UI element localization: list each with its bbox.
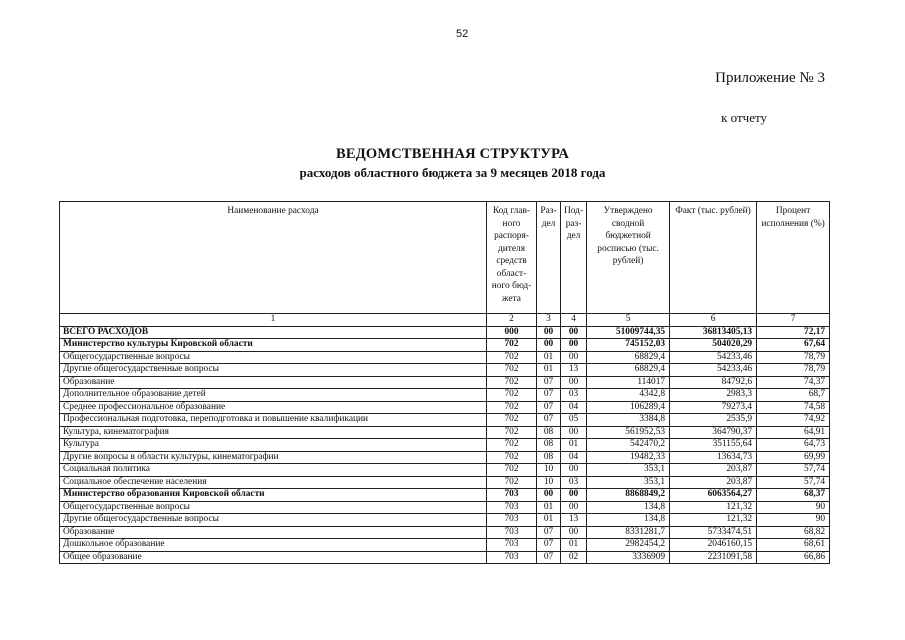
column-number: 3 xyxy=(537,314,561,327)
cell-name: Профессиональная подготовка, переподготовка и повышение квалификации xyxy=(60,414,487,427)
cell-code: 702 xyxy=(487,364,537,377)
appendix-label: Приложение № 3 xyxy=(715,70,825,86)
cell-code: 702 xyxy=(487,439,537,452)
table-row xyxy=(60,489,830,502)
cell-fact: 203,87 xyxy=(670,464,757,477)
header-approved: Утверждено сводной бюджетной росписью (тыс. рублей) xyxy=(587,202,670,314)
cell-fact: 2535,9 xyxy=(670,414,757,427)
cell-approved: 134,8 xyxy=(587,514,670,527)
cell-approved: 8331281,7 xyxy=(587,526,670,539)
page-number: 52 xyxy=(456,28,469,40)
cell-razdel: 07 xyxy=(537,551,561,564)
cell-fact: 364790,37 xyxy=(670,426,757,439)
cell-approved: 106289,4 xyxy=(587,401,670,414)
table-row xyxy=(60,451,830,464)
cell-percent: 74,58 xyxy=(757,401,830,414)
cell-razdel: 07 xyxy=(537,526,561,539)
cell-approved: 8868849,2 xyxy=(587,489,670,502)
table-row xyxy=(60,351,830,364)
cell-fact: 79273,4 xyxy=(670,401,757,414)
cell-name: Министерство культуры Кировской области xyxy=(60,339,487,352)
cell-razdel: 08 xyxy=(537,439,561,452)
cell-name: Общее образование xyxy=(60,551,487,564)
cell-fact: 2046160,15 xyxy=(670,539,757,552)
table-row xyxy=(60,476,830,489)
cell-fact: 2231091,58 xyxy=(670,551,757,564)
cell-percent: 66,86 xyxy=(757,551,830,564)
cell-fact: 2983,3 xyxy=(670,389,757,402)
cell-percent: 57,74 xyxy=(757,476,830,489)
cell-name: Культура xyxy=(60,439,487,452)
table-row xyxy=(60,551,830,564)
cell-podrazdel: 01 xyxy=(561,439,587,452)
cell-fact: 13634,73 xyxy=(670,451,757,464)
cell-razdel: 07 xyxy=(537,389,561,402)
cell-approved: 4342,8 xyxy=(587,389,670,402)
cell-podrazdel: 13 xyxy=(561,364,587,377)
cell-razdel: 00 xyxy=(537,489,561,502)
cell-percent: 67,64 xyxy=(757,339,830,352)
cell-code: 702 xyxy=(487,376,537,389)
cell-code: 702 xyxy=(487,339,537,352)
cell-razdel: 10 xyxy=(537,464,561,477)
cell-approved: 561952,53 xyxy=(587,426,670,439)
cell-fact: 84792,6 xyxy=(670,376,757,389)
cell-approved: 114017 xyxy=(587,376,670,389)
cell-razdel: 07 xyxy=(537,539,561,552)
column-number: 7 xyxy=(757,314,830,327)
cell-code: 702 xyxy=(487,414,537,427)
cell-razdel: 00 xyxy=(537,339,561,352)
cell-code: 703 xyxy=(487,526,537,539)
cell-razdel: 07 xyxy=(537,414,561,427)
cell-fact: 121,32 xyxy=(670,514,757,527)
cell-percent: 90 xyxy=(757,514,830,527)
table-row xyxy=(60,389,830,402)
cell-approved: 353,1 xyxy=(587,476,670,489)
cell-fact: 6063564,27 xyxy=(670,489,757,502)
cell-razdel: 08 xyxy=(537,451,561,464)
cell-approved: 68829,4 xyxy=(587,351,670,364)
cell-podrazdel: 00 xyxy=(561,426,587,439)
cell-fact: 5733474,51 xyxy=(670,526,757,539)
cell-name: ВСЕГО РАСХОДОВ xyxy=(60,326,487,339)
cell-podrazdel: 03 xyxy=(561,389,587,402)
cell-fact: 351155,64 xyxy=(670,439,757,452)
cell-percent: 64,91 xyxy=(757,426,830,439)
header-code: Код глав-ного распоря-дителя средств област-ного бюд-жета xyxy=(487,202,537,314)
table-row xyxy=(60,364,830,377)
cell-podrazdel: 04 xyxy=(561,401,587,414)
cell-percent: 57,74 xyxy=(757,464,830,477)
header-podrazdel: Под-раз-дел xyxy=(561,202,587,314)
header-razdel: Раз-дел xyxy=(537,202,561,314)
header-fact: Факт (тыс. рублей) xyxy=(670,202,757,314)
cell-podrazdel: 02 xyxy=(561,551,587,564)
cell-podrazdel: 00 xyxy=(561,526,587,539)
table-row xyxy=(60,426,830,439)
cell-approved: 51009744,35 xyxy=(587,326,670,339)
cell-razdel: 08 xyxy=(537,426,561,439)
cell-code: 703 xyxy=(487,489,537,502)
header-name: Наименование расхода xyxy=(60,202,487,314)
table-row xyxy=(60,439,830,452)
cell-approved: 542470,2 xyxy=(587,439,670,452)
cell-percent: 68,37 xyxy=(757,489,830,502)
cell-name: Дошкольное образование xyxy=(60,539,487,552)
cell-code: 703 xyxy=(487,501,537,514)
cell-podrazdel: 00 xyxy=(561,501,587,514)
cell-approved: 3336909 xyxy=(587,551,670,564)
cell-fact: 54233,46 xyxy=(670,351,757,364)
cell-razdel: 01 xyxy=(537,351,561,364)
cell-code: 000 xyxy=(487,326,537,339)
column-number: 6 xyxy=(670,314,757,327)
cell-name: Культура, кинематография xyxy=(60,426,487,439)
cell-podrazdel: 04 xyxy=(561,451,587,464)
table-row xyxy=(60,326,830,339)
column-number: 1 xyxy=(60,314,487,327)
report-label: к отчету xyxy=(721,110,767,125)
table-row xyxy=(60,414,830,427)
cell-podrazdel: 00 xyxy=(561,464,587,477)
cell-name: Социальное обеспечение населения xyxy=(60,476,487,489)
cell-code: 703 xyxy=(487,539,537,552)
document-title: ВЕДОМСТВЕННАЯ СТРУКТУРА xyxy=(335,146,570,162)
header-percent: Процент исполнения (%) xyxy=(757,202,830,314)
cell-name: Другие общегосударственные вопросы xyxy=(60,514,487,527)
column-number-row xyxy=(60,314,830,327)
cell-code: 702 xyxy=(487,451,537,464)
cell-podrazdel: 00 xyxy=(561,339,587,352)
cell-name: Общегосударственные вопросы xyxy=(60,501,487,514)
budget-table xyxy=(59,201,830,564)
table-row xyxy=(60,526,830,539)
cell-code: 702 xyxy=(487,426,537,439)
cell-code: 703 xyxy=(487,551,537,564)
column-number: 4 xyxy=(561,314,587,327)
cell-percent: 69,99 xyxy=(757,451,830,464)
cell-podrazdel: 00 xyxy=(561,351,587,364)
cell-percent: 68,7 xyxy=(757,389,830,402)
cell-fact: 121,32 xyxy=(670,501,757,514)
table-row xyxy=(60,514,830,527)
cell-fact: 36813405,13 xyxy=(670,326,757,339)
table-row xyxy=(60,339,830,352)
table-row xyxy=(60,501,830,514)
cell-code: 702 xyxy=(487,401,537,414)
cell-podrazdel: 00 xyxy=(561,489,587,502)
cell-razdel: 01 xyxy=(537,514,561,527)
cell-razdel: 01 xyxy=(537,364,561,377)
cell-razdel: 07 xyxy=(537,376,561,389)
cell-code: 702 xyxy=(487,476,537,489)
cell-podrazdel: 01 xyxy=(561,539,587,552)
cell-podrazdel: 05 xyxy=(561,414,587,427)
cell-percent: 74,37 xyxy=(757,376,830,389)
cell-approved: 3384,8 xyxy=(587,414,670,427)
table-row xyxy=(60,539,830,552)
cell-approved: 745152,03 xyxy=(587,339,670,352)
cell-percent: 72,17 xyxy=(757,326,830,339)
cell-approved: 134,8 xyxy=(587,501,670,514)
cell-razdel: 07 xyxy=(537,401,561,414)
cell-name: Общегосударственные вопросы xyxy=(60,351,487,364)
document-subtitle: расходов областного бюджета за 9 месяцев 2018 года xyxy=(299,165,606,180)
cell-approved: 19482,33 xyxy=(587,451,670,464)
cell-approved: 2982454,2 xyxy=(587,539,670,552)
cell-code: 702 xyxy=(487,464,537,477)
cell-podrazdel: 00 xyxy=(561,326,587,339)
cell-razdel: 00 xyxy=(537,326,561,339)
cell-code: 703 xyxy=(487,514,537,527)
table-row xyxy=(60,376,830,389)
table-row xyxy=(60,464,830,477)
cell-percent: 68,82 xyxy=(757,526,830,539)
cell-percent: 90 xyxy=(757,501,830,514)
cell-code: 702 xyxy=(487,351,537,364)
cell-name: Социальная политика xyxy=(60,464,487,477)
cell-percent: 64,73 xyxy=(757,439,830,452)
column-number: 2 xyxy=(487,314,537,327)
cell-razdel: 01 xyxy=(537,501,561,514)
cell-percent: 68,61 xyxy=(757,539,830,552)
cell-fact: 54233,46 xyxy=(670,364,757,377)
cell-name: Министерство образования Кировской области xyxy=(60,489,487,502)
cell-podrazdel: 13 xyxy=(561,514,587,527)
cell-approved: 68829,4 xyxy=(587,364,670,377)
cell-razdel: 10 xyxy=(537,476,561,489)
cell-name: Образование xyxy=(60,526,487,539)
column-number: 5 xyxy=(587,314,670,327)
table-header-row xyxy=(60,202,830,314)
cell-percent: 78,79 xyxy=(757,364,830,377)
cell-name: Образование xyxy=(60,376,487,389)
cell-name: Дополнительное образование детей xyxy=(60,389,487,402)
cell-approved: 353,1 xyxy=(587,464,670,477)
cell-name: Другие вопросы в области культуры, кинематографии xyxy=(60,451,487,464)
cell-fact: 203,87 xyxy=(670,476,757,489)
cell-podrazdel: 03 xyxy=(561,476,587,489)
cell-podrazdel: 00 xyxy=(561,376,587,389)
cell-name: Среднее профессиональное образование xyxy=(60,401,487,414)
cell-code: 702 xyxy=(487,389,537,402)
cell-percent: 78,79 xyxy=(757,351,830,364)
cell-percent: 74,92 xyxy=(757,414,830,427)
cell-name: Другие общегосударственные вопросы xyxy=(60,364,487,377)
cell-fact: 504020,29 xyxy=(670,339,757,352)
table-row xyxy=(60,401,830,414)
